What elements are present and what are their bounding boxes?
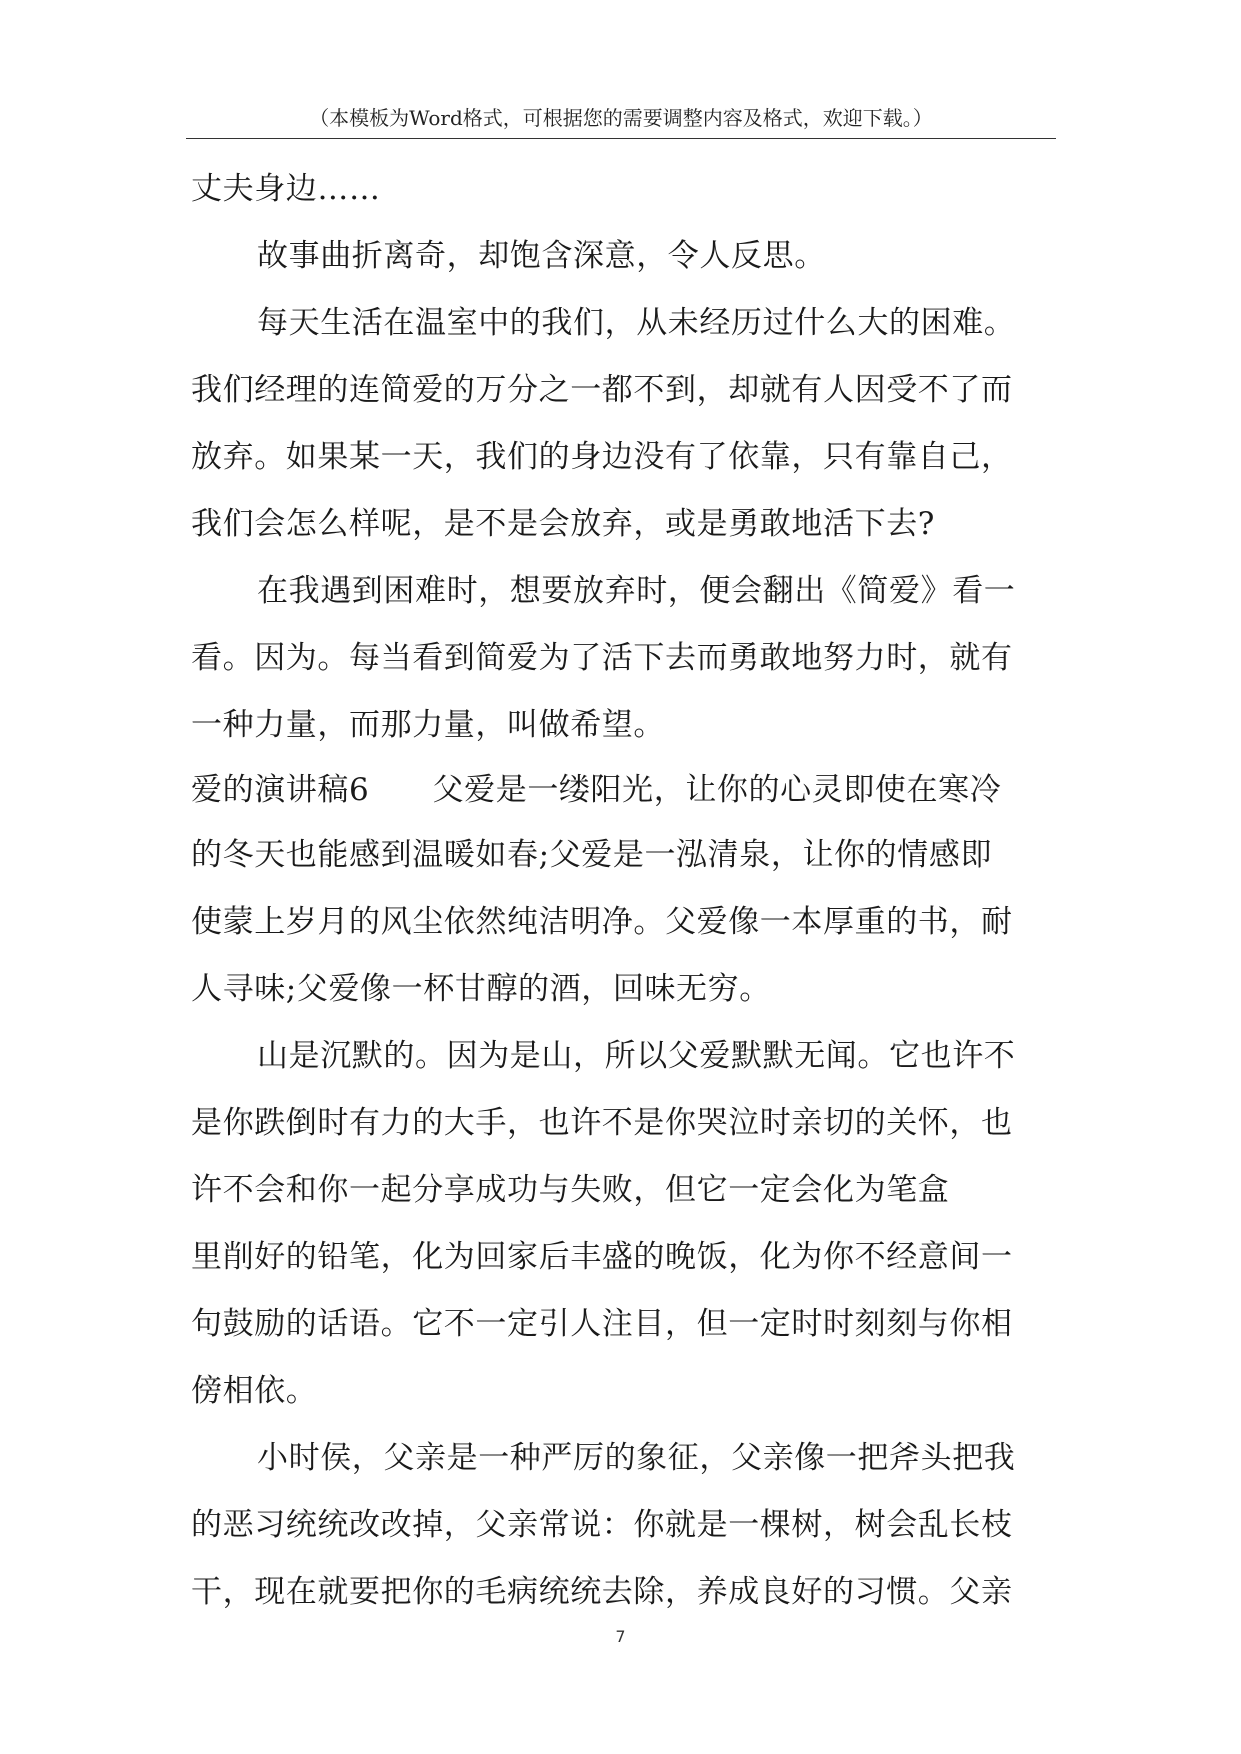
body-line: 里削好的铅笔，化为回家后丰盛的晚饭，化为你不经意间一 bbox=[191, 1239, 1013, 1275]
body-line: 在我遇到困难时，想要放弃时，便会翻出《简爱》看一 bbox=[257, 573, 1016, 609]
body-text bbox=[191, 156, 1071, 1626]
header-divider bbox=[186, 138, 1056, 139]
body-line: 干，现在就要把你的毛病统统去除，养成良好的习惯。父亲 bbox=[191, 1574, 1013, 1610]
body-line: 的恶习统统改改掉，父亲常说：你就是一棵树，树会乱长枝 bbox=[191, 1507, 1013, 1543]
body-line: 一种力量，而那力量，叫做希望。 bbox=[191, 707, 665, 743]
body-line: 是你跌倒时有力的大手，也许不是你哭泣时亲切的关怀，也 bbox=[191, 1105, 1013, 1141]
body-line: 看。因为。每当看到简爱为了活下去而勇敢地努力时，就有 bbox=[191, 640, 1013, 676]
body-line: 放弃。如果某一天，我们的身边没有了依靠，只有靠自己， bbox=[191, 439, 1013, 475]
body-line: 许不会和你一起分享成功与失败，但它一定会化为笔盒 bbox=[191, 1172, 950, 1208]
body-line: 人寻味;父爱像一杯甘醇的酒，回味无穷。 bbox=[191, 971, 771, 1007]
body-line: 的冬天也能感到温暖如春;父爱是一泓清泉，让你的情感即 bbox=[191, 837, 993, 873]
page-header: （本模板为Word格式，可根据您的需要调整内容及格式，欢迎下载。） bbox=[309, 106, 933, 130]
body-line: 小时侯，父亲是一种严厉的象征，父亲像一把斧头把我 bbox=[257, 1440, 1016, 1476]
body-line: 故事曲折离奇，却饱含深意，令人反思。 bbox=[257, 238, 826, 274]
body-line: 我们经理的连简爱的万分之一都不到，却就有人因受不了而 bbox=[191, 372, 1013, 408]
section-heading-line: 爱的演讲稿6 父爱是一缕阳光，让你的心灵即使在寒冷 bbox=[191, 772, 1002, 808]
body-line: 句鼓励的话语。它不一定引人注目，但一定时时刻刻与你相 bbox=[191, 1306, 1013, 1342]
body-line: 使蒙上岁月的风尘依然纯洁明净。父爱像一本厚重的书，耐 bbox=[191, 904, 1013, 940]
body-line: 我们会怎么样呢，是不是会放弃，或是勇敢地活下去? bbox=[191, 506, 936, 542]
body-line: 丈夫身边…… bbox=[191, 171, 381, 207]
body-line: 傍相依。 bbox=[191, 1373, 318, 1409]
page-number: 7 bbox=[615, 1627, 626, 1646]
body-line: 山是沉默的。因为是山，所以父爱默默无闻。它也许不 bbox=[257, 1038, 1016, 1074]
body-line: 每天生活在温室中的我们，从未经历过什么大的困难。 bbox=[257, 305, 1016, 341]
